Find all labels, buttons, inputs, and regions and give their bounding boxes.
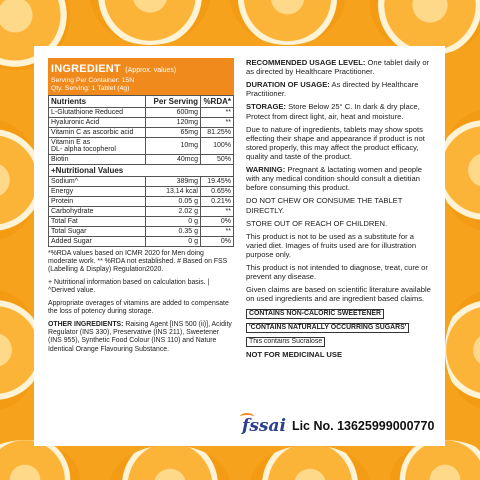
table-row — [49, 206, 234, 216]
table-row — [49, 186, 234, 196]
cell-name: Sodium^ — [49, 176, 146, 186]
fssai-logo-icon — [242, 416, 286, 436]
cell-rda: 100% — [201, 137, 234, 154]
cell-serving: 2.02 g — [146, 206, 201, 216]
table-row — [49, 107, 234, 117]
not-medicinal-note: NOT FOR MEDICINAL USE — [246, 350, 343, 360]
usage-text: One tablet daily or as directed by Healthcare Practitioner. — [246, 58, 430, 77]
warning-label: WARNING: — [246, 165, 286, 175]
approx-values-note: (Approx. values) — [125, 67, 177, 74]
serving-per-container: Serving Per Container: 15N — [51, 77, 135, 84]
cell-name: Vitamin E as DL- alpha tocopherol — [49, 137, 146, 154]
cell-serving: 0 g — [146, 236, 201, 246]
cell-rda: 50% — [201, 154, 234, 164]
cell-serving: 40mcg — [146, 154, 201, 164]
nutritional-values-label: +Nutritional Values — [49, 164, 234, 176]
other-ingredients-label: OTHER INGREDIENTS: — [48, 320, 124, 328]
cell-serving: 65mg — [146, 127, 201, 137]
cell-serving: 10mg — [146, 137, 201, 154]
claims-note: Given claims are based on scientific literature available on used ingredients and are ingredient based claims. — [246, 285, 431, 304]
license-number: Lic No. 13625999000770 — [291, 419, 435, 433]
table-row — [49, 236, 234, 246]
ingredient-header — [48, 58, 234, 95]
duration — [246, 80, 436, 98]
cell-name: Total Sugar — [49, 226, 146, 236]
cell-rda: 0% — [201, 236, 234, 246]
table-row — [49, 137, 234, 154]
table-row — [49, 196, 234, 206]
left-column — [48, 58, 234, 358]
cell-name: Protein — [49, 196, 146, 206]
header-nutrients: Nutrients — [49, 95, 146, 107]
overages-note: Appropriate overages of vitamins are added to compensate the loss of potency during storage. — [48, 299, 229, 316]
no-chew-note: DO NOT CHEW OR CONSUME THE TABLET DIRECTLY. — [246, 196, 403, 215]
cell-name: Added Sugar — [49, 236, 146, 246]
fssai-block — [242, 416, 434, 436]
table-row — [49, 127, 234, 137]
table-row — [49, 154, 234, 164]
warning — [246, 165, 436, 192]
usage-label: RECOMMENDED USAGE LEVEL: — [246, 58, 366, 67]
cell-rda: ** — [201, 107, 234, 117]
cell-rda: 81.25% — [201, 127, 234, 137]
table-row — [49, 117, 234, 127]
cell-name: Total Fat — [49, 216, 146, 226]
nutritional-values-section-row — [49, 164, 234, 176]
label-panel — [34, 46, 445, 446]
calculation-note: + Nutritional information based on calculation basis. | ^Derived value. — [48, 278, 210, 295]
fssai-logo-text: fssai — [242, 416, 286, 436]
storage-label: STORAGE: — [246, 102, 286, 112]
usage-level — [246, 58, 436, 76]
cell-name: Energy — [49, 186, 146, 196]
cell-serving: 0.35 g — [146, 226, 201, 236]
cell-serving: 0.05 g — [146, 196, 201, 206]
header-rda: %RDA* — [201, 95, 234, 107]
substitute-note: This product is not to be used as a substitute for a varied diet. Images of fruits used are for illustration purpose only. — [246, 231, 417, 259]
cell-name: L-Glutathione Reduced — [49, 107, 146, 117]
table-row — [49, 216, 234, 226]
cell-name: Hyaluronic Acid — [49, 117, 146, 127]
cell-serving: 389mg — [146, 176, 201, 186]
non-caloric-sweetener-box: CONTAINS NON-CALORIC SWEETENER — [246, 309, 384, 319]
other-ingredients — [48, 321, 234, 355]
cell-name: Biotin — [49, 154, 146, 164]
table-row — [49, 176, 234, 186]
cell-rda: 0.21% — [201, 196, 234, 206]
cell-rda: 0.65% — [201, 186, 234, 196]
cell-rda: 0% — [201, 216, 234, 226]
qty-serving: Qty. Serving: 1 Tablet (4g) — [51, 84, 130, 92]
ingredient-title: INGREDIENT — [51, 63, 121, 75]
duration-label: DURATION OF USAGE: — [246, 80, 330, 90]
warning-text: Pregnant & lactating women and people with any medical condition should consult a dietitian before consuming this product. — [246, 165, 423, 193]
duration-text: As directed by Healthcare Practitioner. — [246, 80, 419, 99]
naturally-sugars-box: 'CONTAINS NATURALLY OCCURRING SUGARS' — [246, 323, 409, 333]
table-header-row — [49, 95, 234, 107]
intended-note: This product is not intended to diagnose, treat, cure or prevent any disease. — [246, 263, 428, 282]
other-ingredients-text: Raising Agent [INS 500 (ii)], Acidity Regulator (INS 330), Preservative (INS 211), Sweetener (INS 955), Synthetic Food Colour (INS 110) and Nature Identical Orange Flavouring Substance. — [48, 320, 232, 353]
cell-name: Vitamin C as ascorbic acid — [49, 127, 146, 137]
cell-rda: ** — [201, 117, 234, 127]
cell-serving: 120mg — [146, 117, 201, 127]
table-row — [49, 226, 234, 236]
sucralose-box: This contains Sucralose — [246, 337, 325, 347]
reach-children-note: STORE OUT OF REACH OF CHILDREN. — [246, 218, 388, 228]
storage-text: Store Below 25° C. In dark & dry place, Protect from direct light, air, heat and moisture. — [246, 102, 420, 121]
left-notes — [48, 250, 234, 355]
cell-serving: 0 g — [146, 216, 201, 226]
cell-name: Carbohydrate — [49, 206, 146, 216]
header-per-serving: Per Serving — [146, 95, 201, 107]
right-column — [246, 58, 436, 359]
cell-rda: ** — [201, 226, 234, 236]
cell-rda: ** — [201, 206, 234, 216]
cell-serving: 600mg — [146, 107, 201, 117]
cell-serving: 13.14 kcal — [146, 186, 201, 196]
nutrition-table — [48, 95, 234, 247]
cell-rda: 19.45% — [201, 176, 234, 186]
storage — [246, 102, 436, 120]
rda-note: *%RDA values based on ICMR 2020 for Men doing moderate work. ** %RDA not established. # Based on FSS (Labelling & Display) Regulation2020. — [48, 249, 228, 274]
nature-note: Due to nature of ingredients, tablets may show spots effecting their shape and appearance if product is not stored properly, this may affect the product efficacy, quality and taste of the product. — [246, 124, 425, 161]
